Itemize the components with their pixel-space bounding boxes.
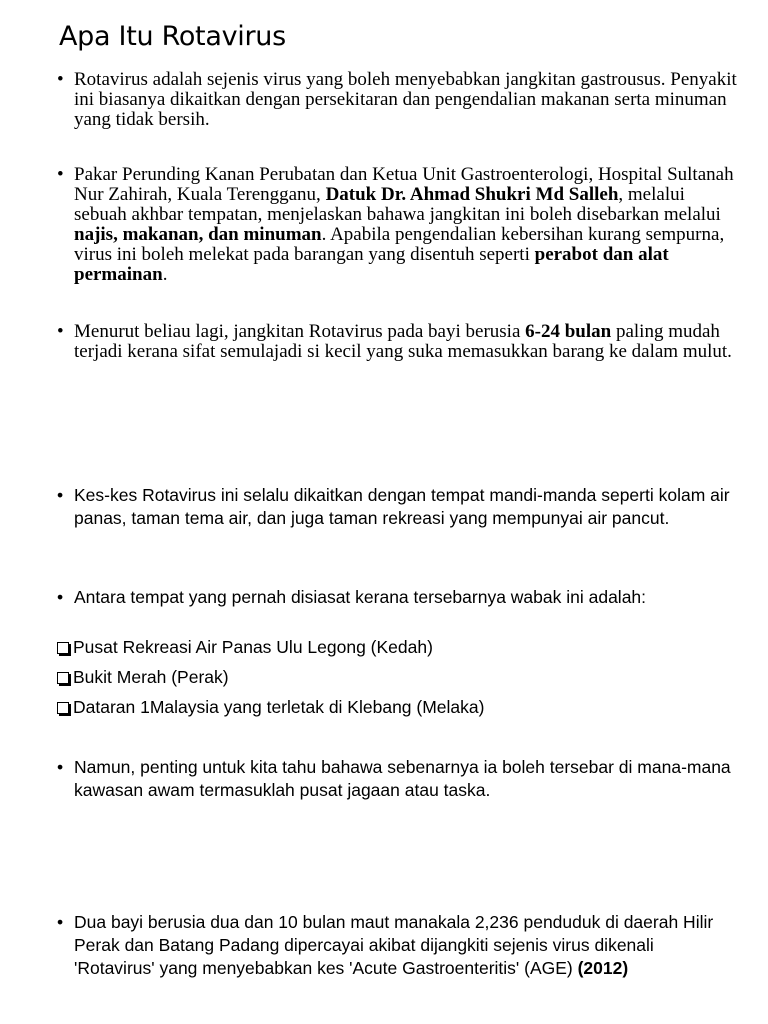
paragraph-text: . [162, 264, 168, 285]
list-item [57, 666, 229, 689]
paragraph-text: . Apabila pengendalian kebersihan kurang sempurna, virus ini boleh melekat pada barangan yang disentuh seperti [74, 224, 725, 265]
page-title: Apa Itu Rotavirus [59, 21, 286, 52]
bullet-icon: • [57, 164, 64, 185]
paragraph-bathing-places [57, 484, 737, 530]
bold-text: Datuk Dr. Ahmad Shukri Md Salleh [325, 184, 619, 205]
bold-text: (2012) [577, 958, 629, 978]
list-item [57, 636, 433, 659]
checkbox-square-icon [57, 702, 69, 714]
paragraph-text: Namun, penting untuk kita tahu bahawa sebenarnya ia boleh tersebar di mana-mana kawasan awam termasuklah pusat jagaan atau taska. [74, 757, 731, 800]
paragraph-text: , melalui sebuah akhbar tempatan, menjelaskan bahawa jangkitan ini boleh disebarkan melalui [74, 184, 721, 225]
paragraph-text: Dua bayi berusia dua dan 10 bulan maut manakala 2,236 penduduk di daerah Hilir Perak dan Batang Padang dipercayai akibat dijangkiti sejenis virus dikenali 'Rotavirus' yang menyebabkan kes 'Acute Gastroenteritis' (AGE) [74, 912, 714, 978]
paragraph-text: Menurut beliau lagi, jangkitan Rotavirus pada bayi berusia [74, 321, 526, 342]
bullet-icon: • [57, 321, 64, 342]
bullet-icon: • [57, 69, 64, 90]
paragraph-text: Pakar Perunding Kanan Perubatan dan Ketua Unit Gastroenterologi, Hospital Sultanah Nur Zahirah, Kuala Terengganu, [74, 164, 734, 205]
paragraph-text: Rotavirus adalah sejenis virus yang boleh menyebabkan jangkitan gastrousus. Penyakit ini biasanya dikaitkan dengan persekitaran dan pengendalian makanan serta minuman yang tidak bersih. [74, 69, 737, 130]
list-item [57, 696, 484, 719]
list-item-label: Dataran 1Malaysia yang terletak di Klebang (Melaka) [73, 697, 485, 717]
bold-text: najis, makanan, dan minuman [74, 224, 322, 245]
bullet-icon: • [57, 485, 64, 505]
bullet-icon: • [57, 757, 64, 777]
checkbox-square-icon [57, 672, 69, 684]
bullet-icon: • [57, 912, 64, 932]
paragraph-expert-statement [57, 165, 737, 285]
list-item-label: Pusat Rekreasi Air Panas Ulu Legong (Kedah) [73, 637, 433, 657]
paragraph-infant-risk [57, 322, 737, 362]
bold-text: 6-24 bulan [525, 321, 612, 342]
paragraph-public-areas [57, 756, 737, 802]
paragraph-deaths-2012 [57, 911, 737, 980]
bold-text: perabot dan alat permainan [74, 244, 669, 285]
checkbox-square-icon [57, 642, 69, 654]
bullet-icon: • [57, 587, 64, 607]
paragraph-investigated-places [57, 586, 737, 609]
paragraph-text: Kes-kes Rotavirus ini selalu dikaitkan dengan tempat mandi-manda seperti kolam air panas, taman tema air, dan juga taman rekreasi yang mempunyai air pancut. [74, 485, 730, 528]
list-item-label: Bukit Merah (Perak) [73, 667, 229, 687]
paragraph-text: paling mudah terjadi kerana sifat semulajadi si kecil yang suka memasukkan barang ke dalam mulut. [74, 321, 732, 362]
paragraph-text: Antara tempat yang pernah disiasat kerana tersebarnya wabak ini adalah: [74, 587, 647, 607]
paragraph-definition [57, 70, 737, 130]
